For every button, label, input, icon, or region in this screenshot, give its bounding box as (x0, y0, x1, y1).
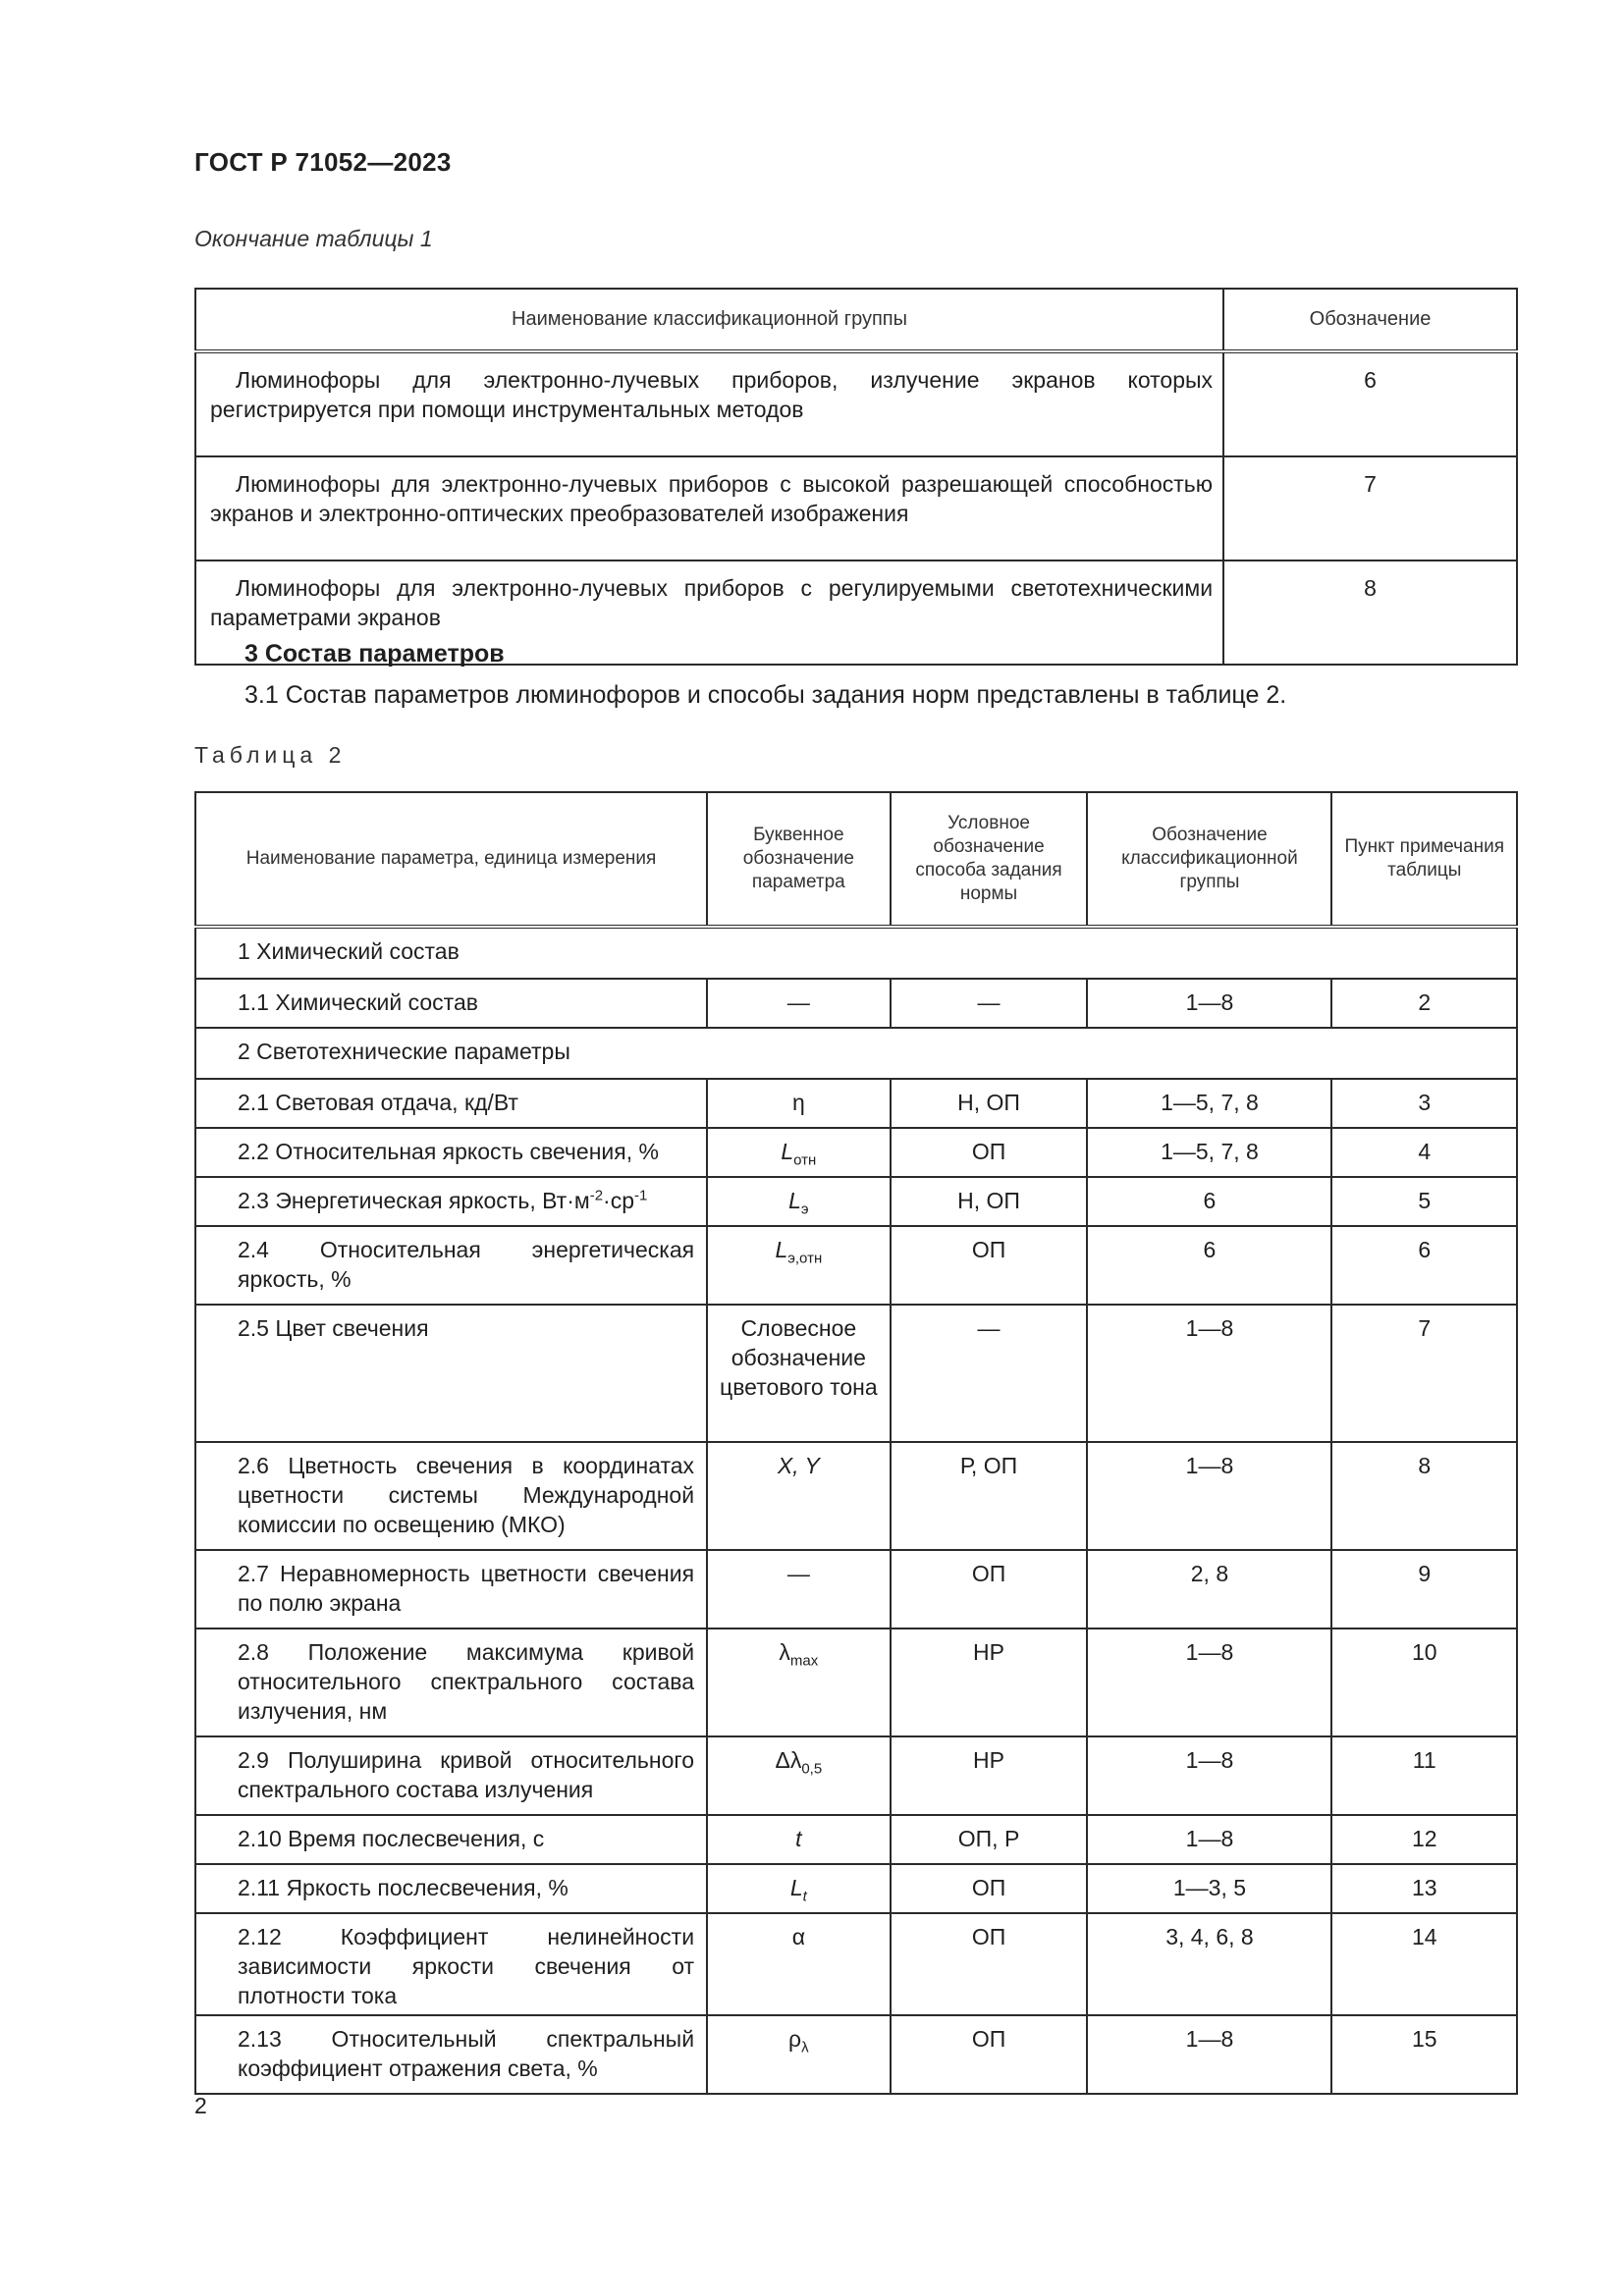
symbol-main: L (789, 1875, 803, 1900)
parameter-group: 6 (1087, 1226, 1331, 1305)
parameter-name: 2.1 Световая отдача, кд/Вт (195, 1079, 707, 1128)
table1-continuation-caption: Окончание таблицы 1 (194, 226, 433, 251)
table-row (195, 1079, 1517, 1128)
name-part: 2.3 Энергетическая яркость, Вт·м (238, 1188, 590, 1213)
parameter-name: 2.9 Полуширина кривой относительного спектрального состава излучения (195, 1736, 707, 1815)
parameter-group: 1—5, 7, 8 (1087, 1128, 1331, 1177)
parameter-method: НР (891, 1736, 1088, 1815)
symbol-subscript: э (800, 1201, 809, 1218)
symbol-subscript: отн (793, 1151, 817, 1169)
table-header-row (195, 289, 1517, 351)
symbol-subscript: t (802, 1888, 807, 1905)
parameter-note: 6 (1331, 1226, 1517, 1305)
parameter-symbol (707, 1079, 891, 1128)
table-row (195, 979, 1517, 1028)
parameter-name: 2.13 Относительный спектральный коэффициент отражения света, % (195, 2015, 707, 2094)
parameter-note: 9 (1331, 1550, 1517, 1629)
parameter-group: 1—8 (1087, 1442, 1331, 1550)
parameter-note: 3 (1331, 1079, 1517, 1128)
parameter-symbol: α (707, 1913, 891, 2015)
table-row (195, 1736, 1517, 1815)
parameter-symbol (707, 1629, 891, 1736)
table-header-row (195, 792, 1517, 927)
symbol-main: L (781, 1139, 794, 1164)
parameter-method: Н, ОП (891, 1177, 1088, 1226)
parameter-symbol: Словесное обозначение цветового тона (707, 1305, 891, 1442)
parameter-symbol: X, Y (707, 1442, 891, 1550)
symbol-text: η (791, 1090, 805, 1115)
section-paragraph: 3.1 Состав параметров люминофоров и способы задания норм представлены в таблице 2. (244, 681, 1287, 709)
table-row (195, 1815, 1517, 1864)
parameter-name: 2.5 Цвет свечения (195, 1305, 707, 1442)
parameter-name (195, 1177, 707, 1226)
parameter-note: 5 (1331, 1177, 1517, 1226)
section-row (195, 927, 1517, 979)
column-header-group: Обозначение классификационной группы (1087, 792, 1331, 927)
symbol-subscript: э,отн (787, 1250, 823, 1267)
parameter-group: 3, 4, 6, 8 (1087, 1913, 1331, 2015)
name-superscript: -1 (634, 1187, 648, 1204)
symbol-subscript: 0,5 (801, 1760, 823, 1778)
table-row (195, 1128, 1517, 1177)
table-row (195, 351, 1517, 456)
parameter-note: 15 (1331, 2015, 1517, 2094)
table-row (195, 1442, 1517, 1550)
table-row (195, 1305, 1517, 1442)
parameter-note: 14 (1331, 1913, 1517, 2015)
symbol-subscript: max (789, 1652, 819, 1670)
group-name-cell: Люминофоры для электронно-лучевых приборов с регулируемыми светотехническими параметрами экранов (195, 561, 1223, 665)
parameter-name: 2.7 Неравномерность цветности свечения по полю экрана (195, 1550, 707, 1629)
table-row (195, 2015, 1517, 2094)
parameter-method: Н, ОП (891, 1079, 1088, 1128)
table2-caption: Таблица 2 (194, 742, 347, 768)
parameter-method: ОП (891, 1550, 1088, 1629)
parameter-group: 1—8 (1087, 979, 1331, 1028)
group-code-cell: 7 (1223, 456, 1517, 561)
parameter-group: 6 (1087, 1177, 1331, 1226)
parameter-symbol: — (707, 1550, 891, 1629)
table-row (195, 1177, 1517, 1226)
symbol-main: L (775, 1237, 788, 1262)
table-row (195, 1913, 1517, 2015)
parameter-symbol: — (707, 979, 891, 1028)
column-header-parameter: Наименование параметра, единица измерения (195, 792, 707, 927)
column-header-note: Пункт примечания таблицы (1331, 792, 1517, 927)
document-header: ГОСТ Р 71052—2023 (194, 147, 452, 177)
parameter-name: 2.8 Положение максимума кривой относительного спектрального состава излучения, нм (195, 1629, 707, 1736)
parameter-group: 2, 8 (1087, 1550, 1331, 1629)
parameter-name: 2.4 Относительная энергетическая яркость, % (195, 1226, 707, 1305)
symbol-main: L (788, 1188, 801, 1213)
table-row (195, 1226, 1517, 1305)
parameter-symbol (707, 2015, 891, 2094)
page-number: 2 (194, 2093, 207, 2118)
table-row (195, 456, 1517, 561)
parameter-group: 1—8 (1087, 2015, 1331, 2094)
parameter-method: ОП (891, 1226, 1088, 1305)
parameter-method: НР (891, 1629, 1088, 1736)
table-2 (194, 791, 1518, 2095)
symbol-main: ρ (788, 2026, 802, 2052)
parameter-method: ОП (891, 1864, 1088, 1913)
name-superscript: -2 (589, 1187, 604, 1204)
column-header-method: Условное обозначение способа задания нормы (891, 792, 1088, 927)
table-row (195, 1629, 1517, 1736)
symbol-main: Δλ (775, 1747, 802, 1773)
parameter-symbol (707, 1177, 891, 1226)
parameter-method: — (891, 979, 1088, 1028)
parameter-group: 1—3, 5 (1087, 1864, 1331, 1913)
parameter-note: 12 (1331, 1815, 1517, 1864)
parameter-group: 1—8 (1087, 1736, 1331, 1815)
column-header-code: Обозначение (1223, 289, 1517, 351)
parameter-method: — (891, 1305, 1088, 1442)
parameter-symbol (707, 1226, 891, 1305)
parameter-symbol (707, 1864, 891, 1913)
group-name-cell: Люминофоры для электронно-лучевых приборов с высокой разрешающей способностью экранов и электронно-оптических преобразователей изображения (195, 456, 1223, 561)
parameter-symbol (707, 1128, 891, 1177)
parameter-note: 8 (1331, 1442, 1517, 1550)
table-1 (194, 288, 1518, 666)
parameter-group: 1—8 (1087, 1815, 1331, 1864)
section-row (195, 1028, 1517, 1079)
column-header-symbol: Буквенное обозначение параметра (707, 792, 891, 927)
column-header-group-name: Наименование классификационной группы (195, 289, 1223, 351)
parameter-note: 7 (1331, 1305, 1517, 1442)
parameter-name: 1.1 Химический состав (195, 979, 707, 1028)
parameter-name: 2.11 Яркость послесвечения, % (195, 1864, 707, 1913)
parameter-group: 1—5, 7, 8 (1087, 1079, 1331, 1128)
group-name-cell: Люминофоры для электронно-лучевых приборов, излучение экранов которых регистрируется при помощи инструментальных методов (195, 351, 1223, 456)
parameter-note: 4 (1331, 1128, 1517, 1177)
parameter-method: ОП (891, 1913, 1088, 2015)
symbol-subscript: λ (801, 2039, 809, 2056)
parameter-note: 2 (1331, 979, 1517, 1028)
section-row-label: 2 Светотехнические параметры (195, 1028, 1517, 1079)
group-code-cell: 8 (1223, 561, 1517, 665)
parameter-method: ОП (891, 1128, 1088, 1177)
name-part: ·ср (603, 1188, 634, 1213)
parameter-group: 1—8 (1087, 1629, 1331, 1736)
section-heading: 3 Состав параметров (244, 640, 505, 667)
table-row (195, 1550, 1517, 1629)
symbol-main: λ (779, 1639, 790, 1665)
parameter-symbol (707, 1736, 891, 1815)
parameter-name: 2.12 Коэффициент нелинейности зависимости яркости свечения от плотности тока (195, 1913, 707, 2015)
group-code-cell: 6 (1223, 351, 1517, 456)
parameter-name: 2.2 Относительная яркость свечения, % (195, 1128, 707, 1177)
parameter-note: 10 (1331, 1629, 1517, 1736)
parameter-symbol: t (707, 1815, 891, 1864)
parameter-method: Р, ОП (891, 1442, 1088, 1550)
parameter-note: 13 (1331, 1864, 1517, 1913)
parameter-name: 2.10 Время послесвечения, с (195, 1815, 707, 1864)
section-row-label: 1 Химический состав (195, 927, 1517, 979)
parameter-note: 11 (1331, 1736, 1517, 1815)
parameter-group: 1—8 (1087, 1305, 1331, 1442)
parameter-method: ОП, Р (891, 1815, 1088, 1864)
parameter-name: 2.6 Цветность свечения в координатах цветности системы Международной комиссии по освещению (МКО) (195, 1442, 707, 1550)
parameter-method: ОП (891, 2015, 1088, 2094)
table-row (195, 1864, 1517, 1913)
